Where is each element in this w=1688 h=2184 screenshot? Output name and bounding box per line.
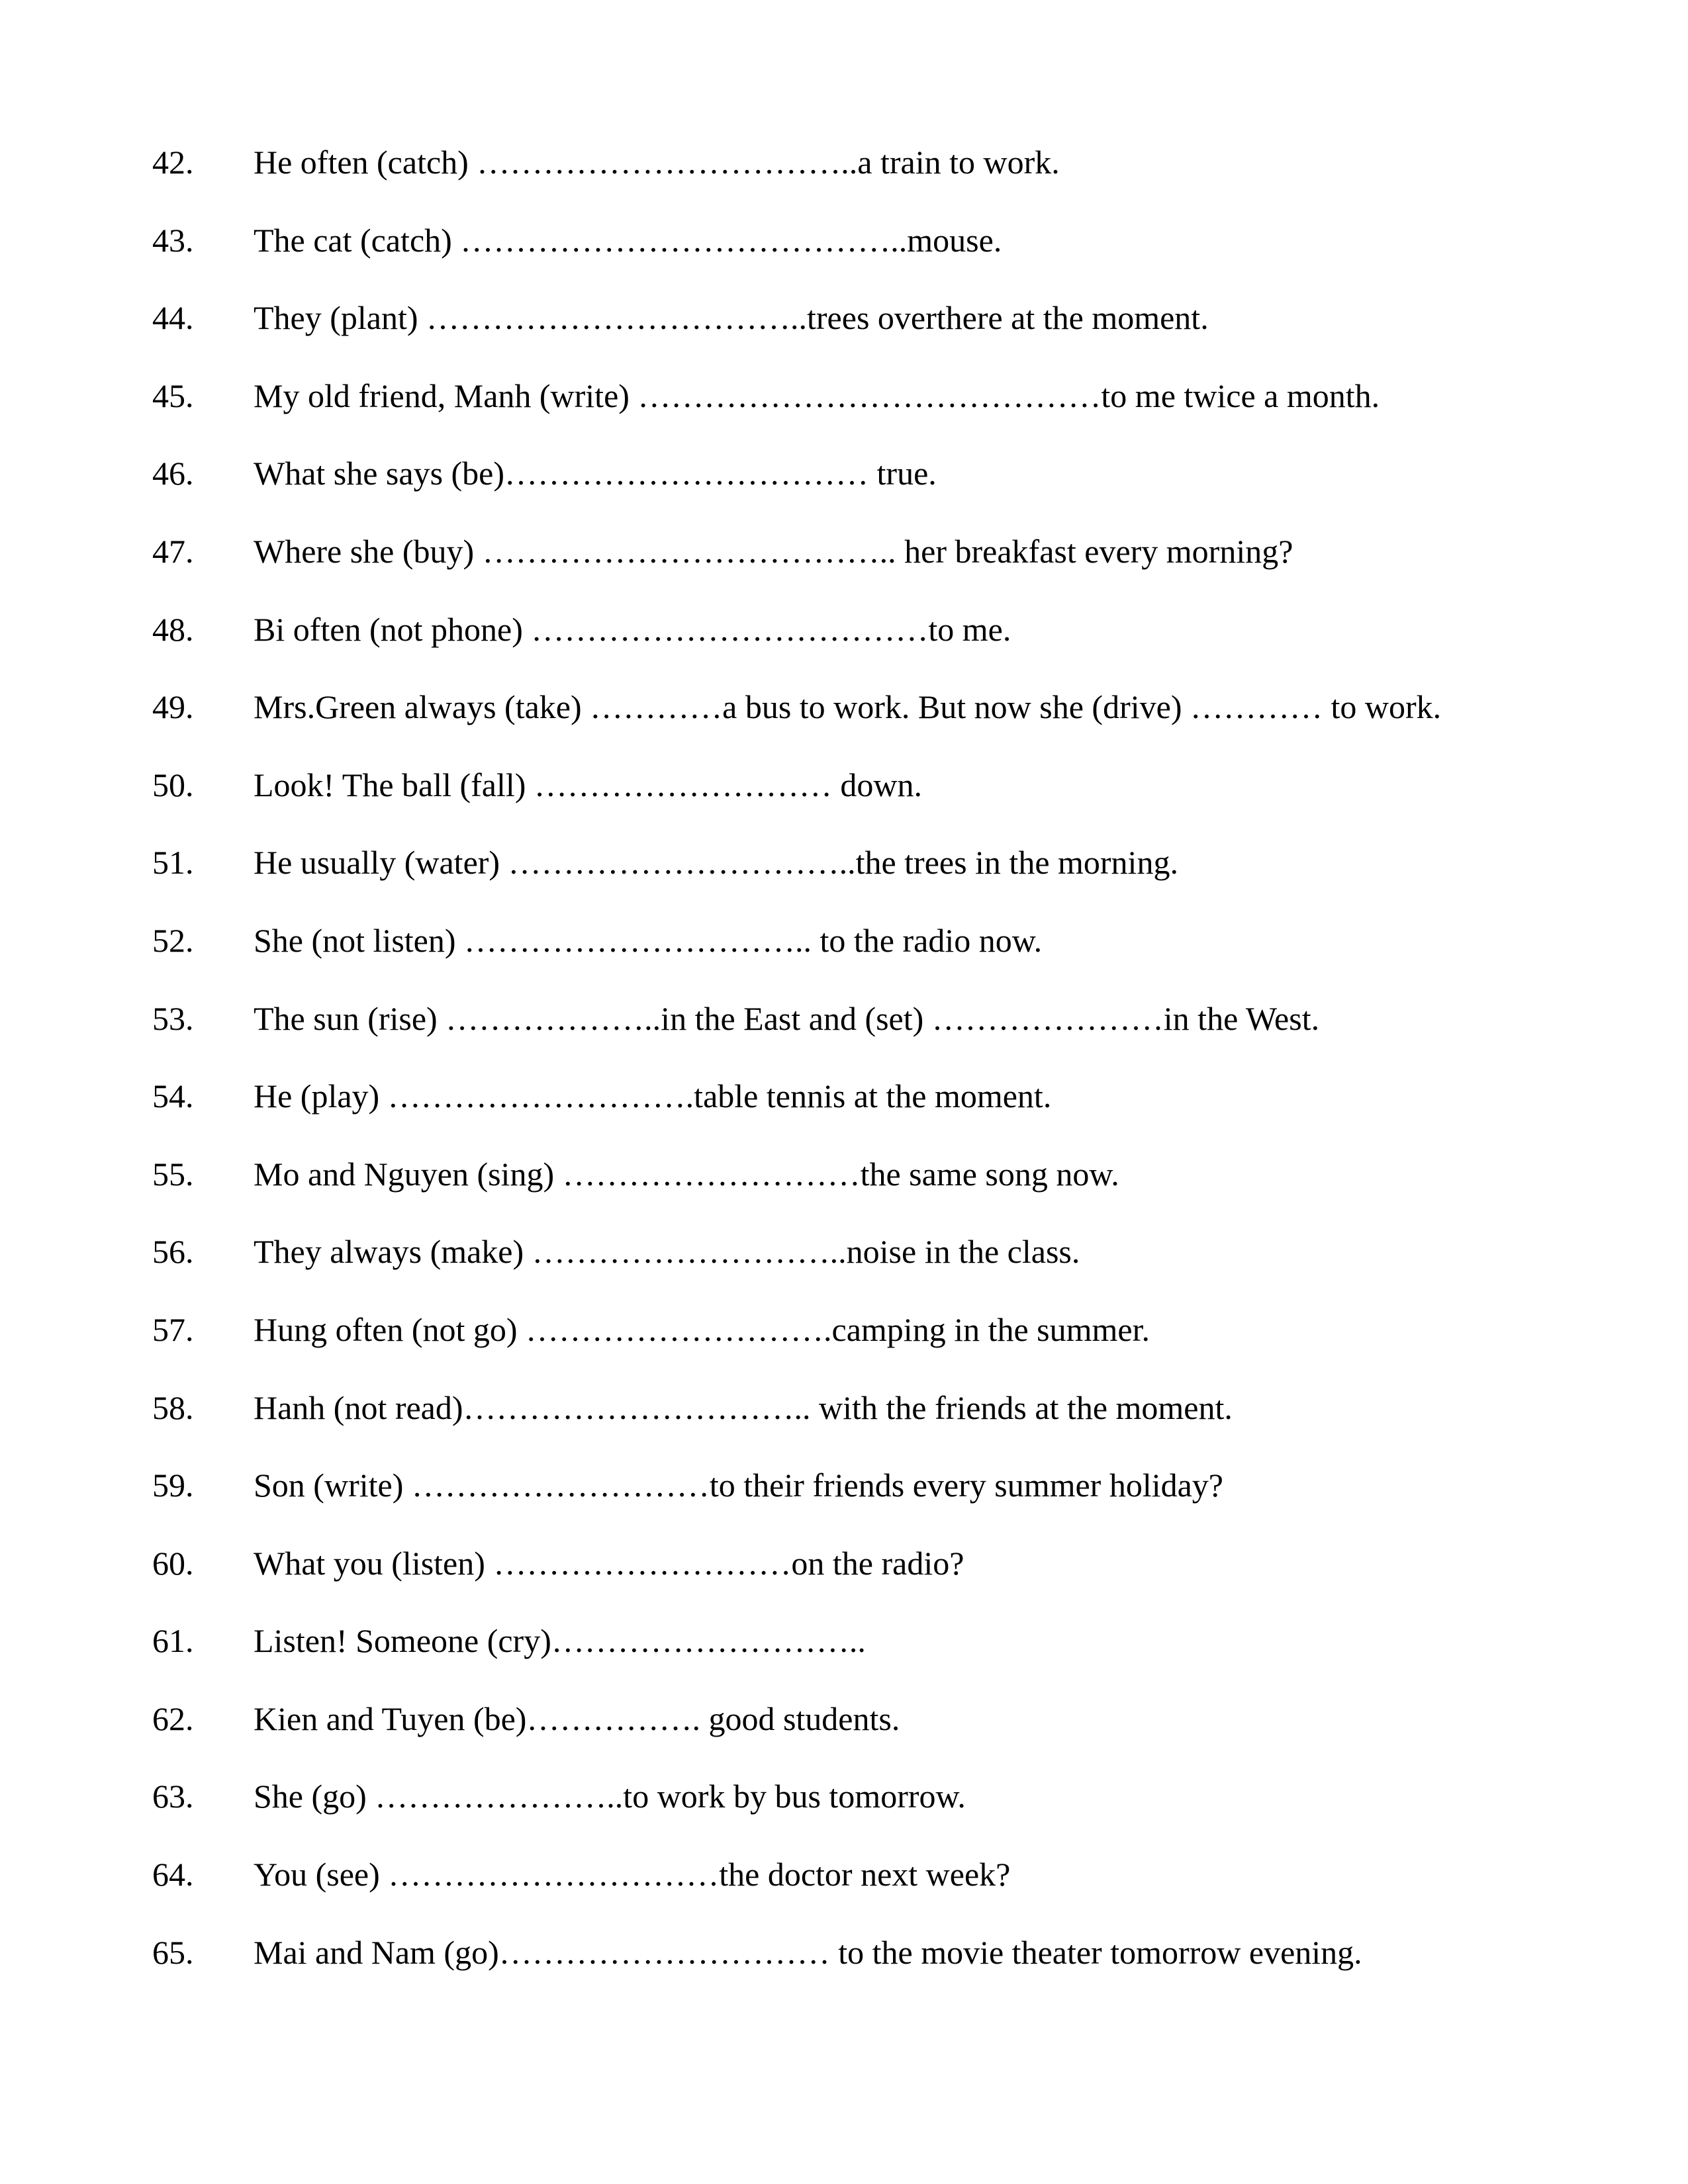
item-number: 47. [152, 532, 194, 570]
item-number: 58. [152, 1388, 194, 1426]
item-number: 55. [152, 1155, 194, 1193]
item-text: Son (write) ………………………to their friends every summer holiday? [254, 1467, 1223, 1504]
item-text: The cat (catch) …………………………………..mouse. [254, 221, 1002, 259]
exercise-item [0, 839, 1688, 917]
item-number: 44. [152, 299, 194, 337]
item-text: They (plant) ……………………………..trees overthere at the moment. [254, 299, 1209, 337]
item-text: They always (make) ………………………..noise in the class. [254, 1233, 1080, 1271]
item-number: 50. [152, 766, 194, 803]
item-number: 56. [152, 1233, 194, 1271]
item-number: 61. [152, 1622, 194, 1660]
item-text: Hung often (not go) ……………………….camping in the summer. [254, 1310, 1150, 1348]
item-text: My old friend, Manh (write) ……………………………………to me twice a month. [254, 377, 1380, 414]
item-number: 53. [152, 999, 194, 1037]
item-number: 49. [152, 688, 194, 726]
exercise-item [0, 762, 1688, 840]
item-text: He (play) ……………………….table tennis at the moment. [254, 1077, 1052, 1115]
item-text: Look! The ball (fall) ……………………… down. [254, 766, 923, 803]
item-text: You (see) …………………………the doctor next week? [254, 1856, 1011, 1893]
exercise-item [0, 373, 1688, 451]
exercise-item [0, 1929, 1688, 2007]
item-number: 43. [152, 221, 194, 259]
item-text: Hanh (not read)………………………….. with the friends at the moment. [254, 1388, 1233, 1426]
item-number: 59. [152, 1467, 194, 1504]
item-number: 65. [152, 1933, 194, 1971]
item-text: He usually (water) …………………………..the trees in the morning. [254, 844, 1178, 882]
item-text: He often (catch) ……………………………..a train to work. [254, 144, 1060, 181]
exercise-item [0, 1540, 1688, 1618]
exercise-item [0, 1073, 1688, 1151]
exercise-item [0, 139, 1688, 217]
item-text: Listen! Someone (cry)……………………….. [254, 1622, 866, 1660]
exercise-item [0, 606, 1688, 684]
exercise-item [0, 917, 1688, 995]
exercise-item [0, 1151, 1688, 1229]
exercise-item [0, 1306, 1688, 1385]
exercise-item [0, 1385, 1688, 1463]
item-number: 63. [152, 1778, 194, 1815]
item-number: 57. [152, 1310, 194, 1348]
exercise-item [0, 684, 1688, 762]
item-number: 64. [152, 1856, 194, 1893]
item-number: 60. [152, 1544, 194, 1582]
item-text: Bi often (not phone) ………………………………to me. [254, 610, 1011, 648]
item-text: The sun (rise) ………………..in the East and (set) …………………in the West. [254, 999, 1320, 1037]
exercise-item [0, 528, 1688, 606]
item-text: Mai and Nam (go)………………………… to the movie theater tomorrow evening. [254, 1933, 1362, 1971]
item-text: She (go) …………………..to work by bus tomorrow. [254, 1778, 966, 1815]
item-number: 45. [152, 377, 194, 414]
exercise-item [0, 1773, 1688, 1851]
exercise-item [0, 450, 1688, 528]
exercise-list [0, 139, 1688, 2007]
exercise-item [0, 1462, 1688, 1540]
item-number: 52. [152, 921, 194, 959]
item-number: 51. [152, 844, 194, 882]
exercise-item [0, 995, 1688, 1073]
exercise-item [0, 1228, 1688, 1306]
item-number: 42. [152, 144, 194, 181]
item-text: Mo and Nguyen (sing) ………………………the same song now. [254, 1155, 1119, 1193]
item-text: Where she (buy) ……………………………….. her breakfast every morning? [254, 532, 1293, 570]
exercise-item [0, 1617, 1688, 1696]
item-number: 48. [152, 610, 194, 648]
exercise-item [0, 1851, 1688, 1929]
item-text: What you (listen) ………………………on the radio? [254, 1544, 964, 1582]
item-text: What she says (be)…………………………… true. [254, 455, 937, 492]
item-number: 62. [152, 1700, 194, 1737]
item-text: She (not listen) ………………………….. to the radio now. [254, 921, 1043, 959]
exercise-item [0, 295, 1688, 373]
exercise-item [0, 1696, 1688, 1774]
exercise-item [0, 217, 1688, 295]
item-text: Kien and Tuyen (be)……………. good students. [254, 1700, 900, 1737]
item-number: 54. [152, 1077, 194, 1115]
item-text: Mrs.Green always (take) …………a bus to work. But now she (drive) ………… to work. [254, 688, 1442, 726]
item-number: 46. [152, 455, 194, 492]
